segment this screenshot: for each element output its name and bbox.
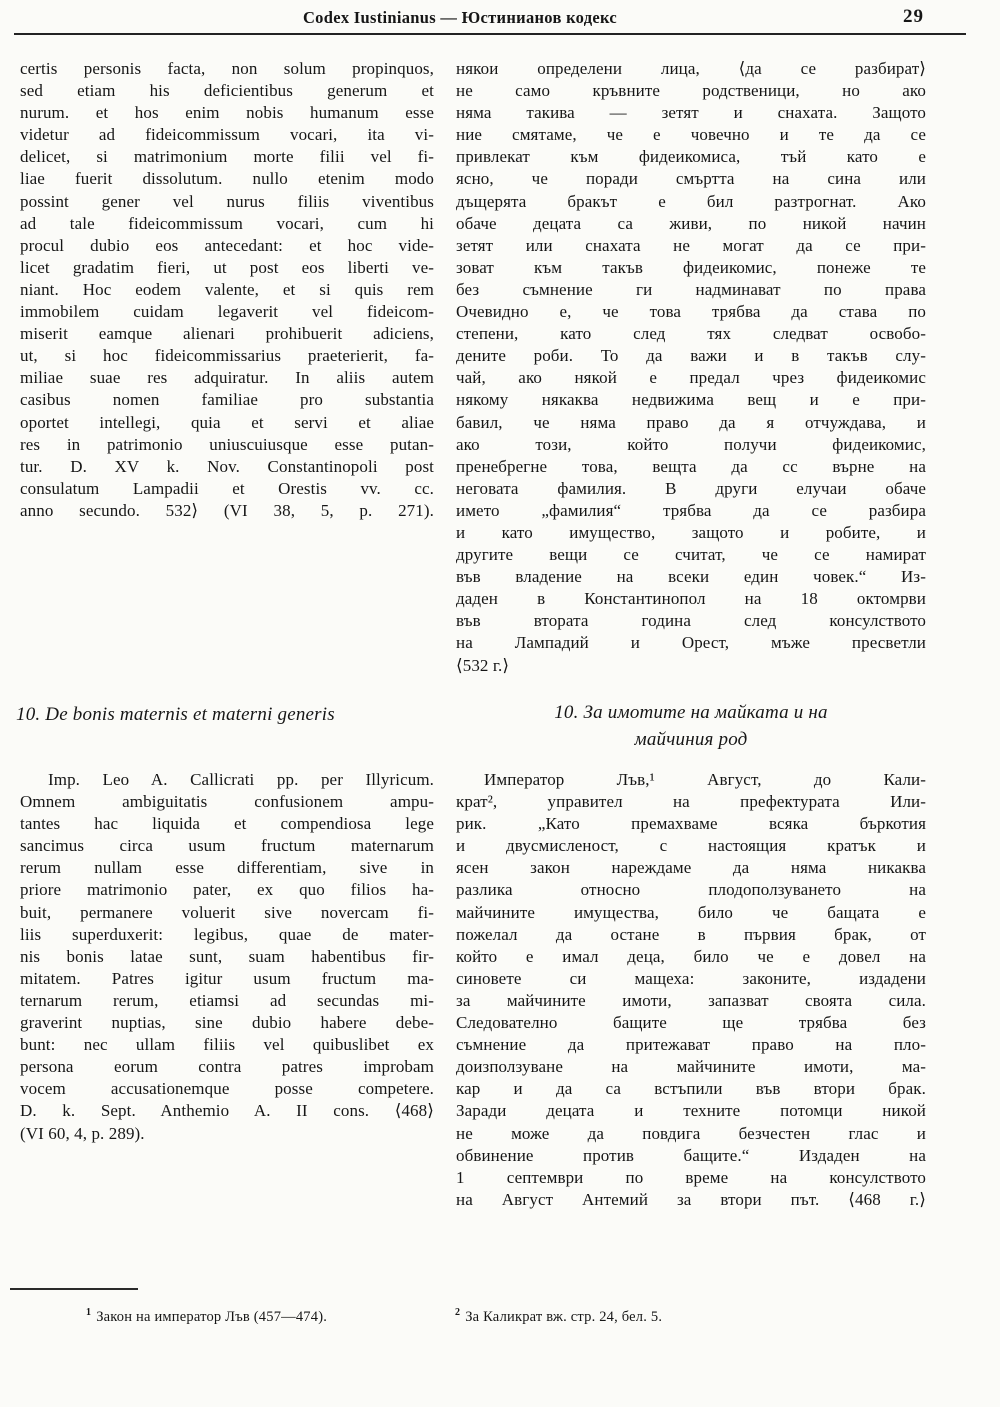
text-line: бавил, че няма право да я отчуждава, и	[456, 412, 926, 432]
text-line: името „фамилия“ трябва да се разбира	[456, 500, 926, 520]
text-line: във втората година след консулството	[456, 611, 926, 631]
text-line: delicet, si matrimonium morte filii vel fi-	[20, 147, 434, 167]
text-line: immobilem cuidam legaverit vel fideicom-	[20, 302, 434, 322]
text-line: и двусмисленост, с настоящия кратък и	[456, 836, 926, 856]
text-line: ⟨532 г.⟩	[456, 655, 510, 675]
text-line: зетят или снахата не могат да се при-	[456, 235, 926, 255]
text-line: съмнение да притежават право на пло-	[456, 1035, 926, 1055]
text-line: possint gener vel nurus filiis viventibus	[20, 191, 434, 211]
text-line: на Август Антемий за втори път. ⟨468 г.⟩	[456, 1189, 926, 1209]
text-line: buit, permanere voluerit sive novercam fi-	[20, 902, 434, 922]
text-line: не може да повдига безчестен глас и	[456, 1123, 926, 1143]
text-line: (VI 60, 4, p. 289).	[20, 1123, 145, 1143]
text-line: graverint nuptias, sine dubio habere debe-	[20, 1013, 434, 1033]
text-line: miserit eamque alienari prohibuerit adiciens,	[20, 324, 434, 344]
text-line: videtur ad fideicommissum vocari, ita vi-	[20, 125, 434, 145]
text-line: дените роби. То да важи и в такъв слу-	[456, 346, 926, 366]
header-rule	[14, 33, 966, 35]
text-line: на Лампадий и Орест, мъже пресветли	[456, 633, 926, 653]
footnote-2-marker: 2	[455, 1307, 461, 1318]
text-line: niant. Hoc eodem valente, et si quis rem	[20, 279, 434, 299]
text-line: Император Лъв,¹ Август, до Кали-	[484, 770, 926, 789]
latin-law-paragraph	[20, 769, 434, 1145]
text-line: vocem accusationemque posse competere.	[20, 1079, 434, 1099]
text-line: casibus nomen familiae pro substantia	[20, 390, 434, 410]
text-line: без съмнение ги надминават по права	[456, 279, 926, 299]
text-line: неговата фамилия. В други елучаи обаче	[456, 478, 926, 498]
footnote-2-text: За Каликрат вж. стр. 24, бел. 5.	[465, 1308, 663, 1325]
text-line: ние смятаме, че е човечно и те да се	[456, 125, 926, 145]
text-line: rerum nullam esse differentiam, sive in	[20, 858, 434, 878]
text-line: sancimus circa usum fructum maternarum	[20, 836, 434, 856]
text-line: procul dubio eos antecedant: et hoc vide-	[20, 235, 434, 255]
text-line: nis bonis latae sunt, suam habentibus fir-	[20, 946, 434, 966]
footnote-1	[86, 1303, 327, 1327]
bulgarian-law-paragraph	[456, 769, 926, 1211]
text-line: ad tale fideicommissum vocari, cum hi	[20, 213, 434, 233]
text-line: крат², управител на префектурата Или-	[456, 792, 926, 812]
text-line: ако този, който получи фидеикомис,	[456, 434, 926, 454]
text-line: някои определени лица, ⟨да се разбират⟩	[456, 59, 926, 78]
text-line: bunt: nec ullam filiis vel quibuslibet ex	[20, 1035, 434, 1055]
text-line: liae fuerit dissolutum. nullo etenim modo	[20, 169, 434, 189]
text-line: който е имал деца, било че е довел на	[456, 946, 926, 966]
text-line: разлика относно плодоползуването на	[456, 880, 926, 900]
text-line: tur. D. XV k. Nov. Constantinopoli post	[20, 456, 434, 476]
running-header-title: Codex Iustinianus — Юстинианов кодекс	[302, 8, 618, 27]
text-line: res in patrimonio uniuscuiusque esse putan-	[20, 434, 434, 454]
text-line: certis personis facta, non solum propinquos,	[20, 59, 434, 78]
text-line: във владение на всеки един човек.“ Из-	[456, 567, 926, 587]
section-heading-bulgarian-line1: 10. За имотите на майката и на	[554, 702, 828, 723]
latin-continued-paragraph	[20, 58, 434, 522]
section-heading-bulgarian	[456, 699, 926, 753]
text-line: доизползуване на майчините имоти, ма-	[456, 1057, 926, 1077]
text-line: обвинение против бащите.“ Издаден на	[456, 1145, 926, 1165]
text-line: liis superduxerit: legibus, quae de mater-	[20, 924, 434, 944]
text-line: степени, като след тях следват освобо-	[456, 324, 926, 344]
text-line: обаче децата са живи, по никой начин	[456, 213, 926, 233]
text-line: чай, ако някой е предал чрез фидеикомис	[456, 368, 926, 388]
text-line: sed etiam his deficientibus generum et	[20, 81, 434, 101]
text-line: anno secundo. 532⟩ (VI 38, 5, p. 271).	[20, 500, 434, 520]
text-line: 1 септември по време на консулството	[456, 1167, 926, 1187]
text-line: oportet intellegi, quia et servi et aliae	[20, 412, 434, 432]
page-number: 29	[903, 6, 924, 27]
text-line: не само кръвните родственици, но ако	[456, 81, 926, 101]
footnote-separator-rule	[10, 1288, 138, 1290]
text-line: nurum. et hos enim nobis humanum esse	[20, 103, 434, 123]
text-line: няма такива — зетят и снахата. Защото	[456, 103, 926, 123]
text-line: и като имущество, защото и робите, и	[456, 522, 926, 542]
text-line: priore matrimonio pater, ex quo filios ha-	[20, 880, 434, 900]
text-line: Imp. Leo A. Callicrati pp. per Illyricum.	[48, 770, 434, 789]
section-heading-latin: 10. De bonis maternis et materni generis	[16, 704, 335, 725]
text-line: D. k. Sept. Anthemio A. II cons. ⟨468⟩	[20, 1101, 434, 1121]
text-line: за майчините имоти, запазват своята сила.	[456, 990, 926, 1010]
text-line: кар и да са встъпили във втори брак.	[456, 1079, 926, 1099]
bulgarian-continued-paragraph	[456, 58, 926, 677]
text-line: другите вещи се считат, че се намират	[456, 545, 926, 565]
text-line: mitatem. Patres igitur usum fructum ma-	[20, 968, 434, 988]
text-line: пожелал да остане в първия брак, от	[456, 924, 926, 944]
text-line: licet gradatim fieri, ut post eos liberti ve-	[20, 257, 434, 277]
text-line: някому някаква недвижима вещ и е при-	[456, 390, 926, 410]
text-line: зоват към такъв фидеикомис, понеже те	[456, 257, 926, 277]
section-heading-bulgarian-line2: майчиния род	[634, 729, 748, 750]
text-line: tantes hac liquida et compendiosa lege	[20, 814, 434, 834]
text-line: даден в Константинопол на 18 октомрви	[456, 589, 926, 609]
text-line: Заради децата и техните потомци никой	[456, 1101, 926, 1121]
text-line: рик. „Като премахваме всяка бъркотия	[456, 814, 926, 834]
text-line: дъщерята бракът е бил разтрогнат. Ако	[456, 191, 926, 211]
text-line: miliae suae res adquiratur. In aliis autem	[20, 368, 434, 388]
text-line: Omnem ambiguitatis confusionem ampu-	[20, 792, 434, 812]
text-line: persona eorum contra patres improbam	[20, 1057, 434, 1077]
text-line: ясно, че поради смъртта на сина или	[456, 169, 926, 189]
text-line: consulatum Lampadii et Orestis vv. cc.	[20, 478, 434, 498]
text-line: привлекат към фидеикомиса, тъй като е	[456, 147, 926, 167]
text-line: ternarum rerum, etiamsi ad secundas mi-	[20, 990, 434, 1010]
footnote-1-text: Закон на император Лъв (457—474).	[96, 1308, 328, 1325]
text-line: Следователно бащите ще трябва без	[456, 1013, 926, 1033]
text-line: ut, si hoc fideicommissarius praeterierit, fa-	[20, 346, 434, 366]
footnote-2	[455, 1303, 662, 1327]
footnote-1-marker: 1	[86, 1307, 92, 1318]
text-line: пренебрегне това, вещта да сс върне на	[456, 456, 926, 476]
text-line: Очевидно е, че това трябва да става по	[456, 302, 926, 322]
text-line: майчините имущества, било че бащата е	[456, 902, 926, 922]
text-line: ясен закон нареждаме да няма никаква	[456, 858, 926, 878]
text-line: синовете си мащеха: законите, издадени	[456, 968, 926, 988]
